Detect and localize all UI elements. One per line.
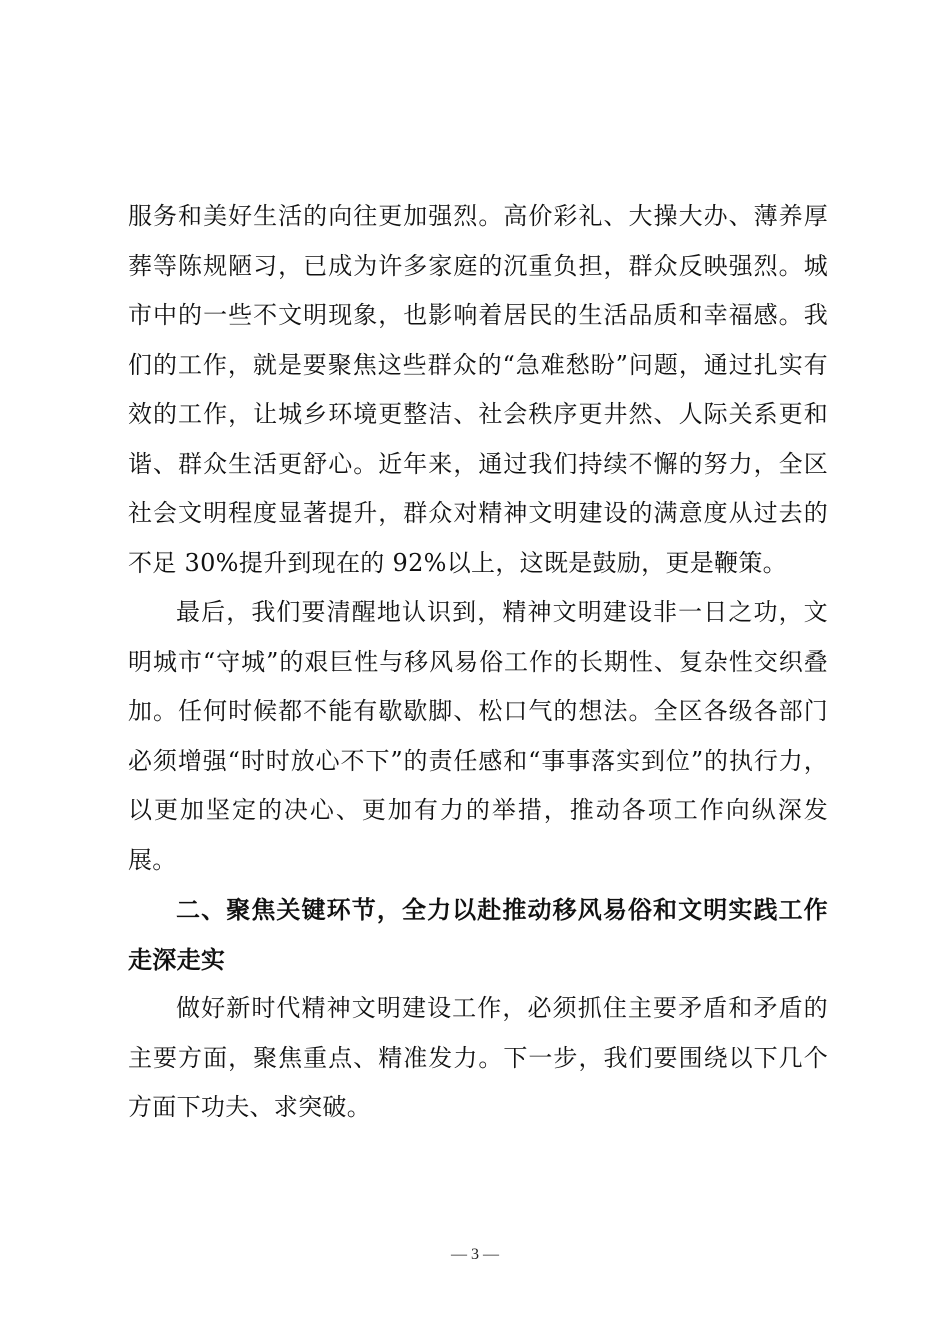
page-number: — 3 — — [451, 1246, 499, 1263]
section-heading: 二、聚焦关键环节，全力以赴推动移风易俗和文明实践工作走深走实 — [128, 895, 828, 974]
paragraph-body: 最后，我们要清醒地认识到，精神文明建设非一日之功，文明城市“守城”的艰巨性与移风易俗工作的长期性、复杂性交织叠加。任何时候都不能有歇歇脚、松口气的想法。全区各级各部门必须增强“时时放心不下”的责任感和“事事落实到位”的执行力，以更加坚定的决心、更加有力的举措，推动各项工作向纵深发展。 — [128, 598, 828, 874]
document-body — [128, 192, 828, 1133]
paragraph-continuation: 服务和美好生活的向往更加强烈。高价彩礼、大操大办、薄养厚葬等陈规陋习，已成为许多家庭的沉重负担，群众反映强烈。城市中的一些不文明现象，也影响着居民的生活品质和幸福感。我们的工作，就是要聚焦这些群众的“急难愁盼”问题，通过扎实有效的工作，让城乡环境更整洁、社会秩序更井然、人际关系更和谐、群众生活更舒心。近年来，通过我们持续不懈的努力，全区社会文明程度显著提升，群众对精神文明建设的满意度从过去的不足 30%提升到现在的 92%以上，这既是鼓励，更是鞭策。 — [128, 202, 828, 577]
paragraph-body: 做好新时代精神文明建设工作，必须抓住主要矛盾和矛盾的主要方面，聚焦重点、精准发力。下一步，我们要围绕以下几个方面下功夫、求突破。 — [128, 994, 828, 1121]
